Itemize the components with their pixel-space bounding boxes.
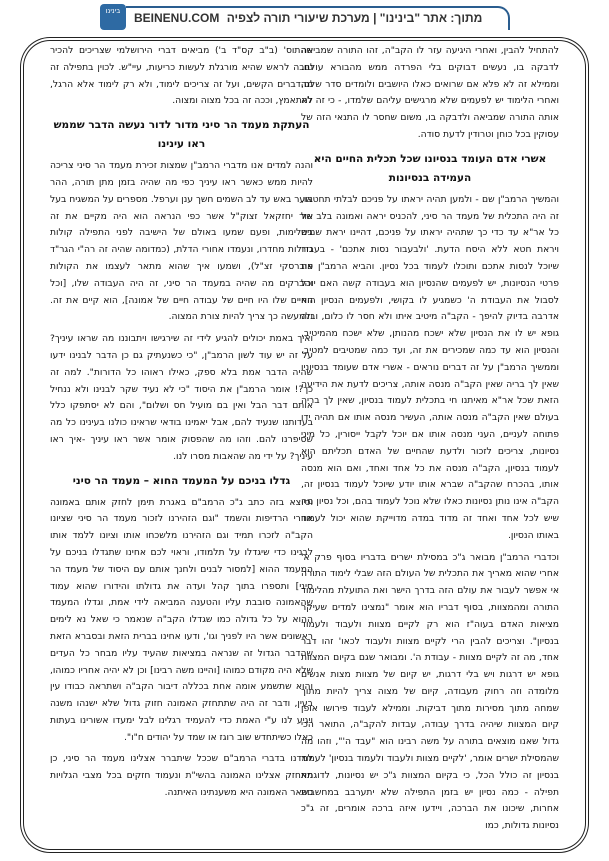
paragraph: והמשיך הרמב"ן שם - ולמען תהיה יראתו על פניכם לבלתי תחטאו, זה היה התכלית של מעמד הר סיני, להכניס יראה ואמונה בלב של כל אר"א עד כדי כך שתהיה יראתו על פניכם, דהיינו יראת שמים ויראת חטא ללא היסח הדעת. 'ולבעבור נסות אתכם' - בעבור שיוכל לנסות אתכם ותוכלו לעמוד בכל נסיון. והביא הרמב"ן את פרטי הנסיונות, יש לפעמים שהנסיון הוא בעבודה קשה האם יוכל לסבול את העבודת ה' כשמגיע לו בקושי, ולפעמים הנסיון הוא אדרבה בדיוק להיפך - הקב"ה מיטיב איתו ולא חסר לו כלום, ובזה גופא יש לו את הנסיון שלא ישכח מהנותן, שלא ישכח מהמיטיב, והנסיון הוא עד כמה שמכירים את זה, ועד כמה שמטיבים למטיב. וממשיך הרמב"ן על זה דברים נוראים - אשרי אדם שעומד בנסיוניו שאין לך בריה שאין הקב"ה מנסה אותה, צריכים לדעת את הידיעה הזאת שכל אר"א מאיתנו חי בתכלית לעמוד בנסיון, שאין לך בריה בעולם שאין הקב"ה מנסה אותה, העשיר מנסה אותו אם תהיה ידו פתוחה לעניים, העני מנסה אותו אם יוכל לקבל ייסורין, כל מיני נסיונות, צריכים לזכור ולדעת שהחיים של האדם תכליתם הוא לעמוד בנסיון, הקב"ה מנסה את כל אחד ואחד, ואם הוא מנסה אותו, בהכרח שהקב"ה שברא אותו יודע שיוכל לעמוד בנסיון זה, הקב"ה אינו נותן נסיונות כאלו שלא נוכל לעמוד בהם, וכל נסיון מה שיש לכל אחד ואחד זה מדוד במדה מדוייקת שהוא יכול לעמוד באותו הנסיון. bbox=[301, 193, 559, 541]
section-heading: גדלו בניכם על המעמד החוא – מעמד הר סיני bbox=[72, 474, 291, 487]
source-label: מתוך: אתר "בינינו" | מערכת שיעורי תורה לצפיה bbox=[226, 11, 483, 25]
header-caption bbox=[134, 11, 482, 25]
beinenu-logo-icon: בינינו bbox=[100, 4, 126, 30]
right-column bbox=[301, 43, 559, 833]
paragraph: להתחיל להבין, ואחרי היגיעה עזר לו הקב"ה, זהו התורה שמביאה לדבקה בו, נעשים דבוקים בלי הפרדה ממש מהבורא עולם. וממילא זה לא פלא אם שרואים כאלו היושבים ולומדים סדר שלם, ואחרי הלימוד יש לפעמים שלא מרגישים עליהם שלמדו, - כי זה לא אותה התורה שמביאה ולדבקה בו, משום שחסר לו התנאי הזה של עסוקין בכל כוחן וטרודין לדעת סודה. bbox=[301, 45, 559, 140]
section-heading: העתקת מעמד הר סיני מדור לדור נעשה הדבר שממש ראו עינינו bbox=[53, 119, 310, 151]
page-frame bbox=[20, 37, 589, 853]
paragraph: ואיך באמת יכולים להגיע לידי זה שירגישו ויתבוננו מה שראו עיניך? על זה יש עוד לשון הרמב"ן, "כי כשנעתיק גם כן הדבר לבנינו ידעו שהיה הדבר אמת בלא ספק, כאילו ראוהו כל הדורות". למה זה כך?! אומר הרמב"ן את היסוד "כי לא נעיד שקר לבנינו ולא ננחיל אותם דבר הבל ואין בם מועיל חס ושלום", והם לא יסתפקו כלל בעדותנו שנעיד להם, אבל יאמינו בודאי שראינו כולנו בעינינו כל מה שסיפרנו להם. וזהו מה שהפסוק אומר אשר ראו עיניך -איך ראו עיניך? על ידי מה שהאבות מסרו לנו. bbox=[50, 333, 313, 462]
paragraph: שהתוס' (ב"ב קס"ד ב') מביאים דברי הירושלמי שצריכים להכיר טובה לראש שהיא מורגלת לעשות כריעות, עיי"ש. לכוין בתפילה זה מהדברים הקשים, ועל זה צריכים לימוד, ולא רק לימוד אלא הרגל, להתאמץ, וככה זה בכל מצוה ומצוה. bbox=[50, 45, 313, 107]
paragraph: וכיוצא בזה כתב ג"כ הרמב"ם באגרת תימן לחזק אותם באמונה אחרי הרדיפות והשמד "וגם הזהירנו לזכור מעמד הר סיני שציונו הקב"ה לזכרו תמיד וגם הזהירנו מלשכחו אותו וציונו ללמד אותו לבנינו כדי שיגדלו על תלמודו, וראוי לכם אחינו שתגדלו בניכם על המעמד ההוא [למסור לבנים ולחנך אותם עם היסוד של מעמד הר סיני] ותספרו בתוך קהל ועדה את גדולתו והידורו שהוא עמוד שהאמונה סובבת עליו והטענה המביאה לידי אמת, וגדלו המעמד ההוא על כל גדולה כמו שגדלו הקב"ה שנאמר כי שאל נא לימים ראשונים אשר היו לפניך וגו', ודעו אחינו בברית הזאת ובסברא הזאת שהדבר הגדול זה שנראה במציאות שהעיד עליו מבחר כל העדים שלא היה מקודם כמוהו [והיינו משה רבינו] וכן לא יהיה אחריו כמוהו, והוא שתשמע אומה אחת בכללה דיבור הקב"ה ושתראה כבודו עין בעין, ודבר זה היה שתתחזק האמונה חזוק גדול שלא ישנהו משנה ויגיע לנו ע"י האמת כדי להעמיד רגלינו לבל ימעדו אשורינו בעתות כאלו כשיתחדש שוב רוגז או שמד על יהודים ח"ו". bbox=[50, 496, 313, 743]
paragraph: וכדברי הרמב"ן מבואר ג"כ במסילת ישרים בדבריו בסוף פרק א' אחרי שהוא מאריך את התכלית של העולם הזה שבלי לימוד התורה אי אפשר לעבור את עולם הזה בדרך הישר ואת התועלת מהלימוד התורה ומהמצוות, בסוף דבריו הוא אומר "נמצינו למדים שעיקר מציאות האדם בעוה"ז הוא רק לקיים מצוות ולעבוד ולעמוד בנסיון". וצריכים להבין הרי לקיים מצוות ולעבוד לכאו' זהו דבר אחד, מה זה לקיים מצוות - עבודת ה'. ומבואר שגם בקיום המצוות גופא יש דרגות ויש בלי דרגות, יש קיום של מצוות מצות אנשים מלומדה וזה רחוק מעבודה, קיום של מצוה צריך להיות מתוך שמחה מתוך מסירות מתוך דביקות. וממילא לעבוד פירושו אופן קיום המצוות שיהיה בדרך עבודה, עבדות להקב"ה, התואר הכי גדול שאנו מוצאים בתורה על משה רבינו הוא "עבד ה'", וזהו מה שהמסילת ישרים אומר, 'לקיים מצוות ולעבוד ולעמוד בנסיון' לעמוד בנסיון זה כולל הכל, כי בקיום המצוות ג"כ יש נסיונות, לדוגמא תפילה - כמה נסיון יש בזמן התפילה שלא יתערבב במחשבות אחרות, שיכונו את הברכה, ויידעו איזה ברכה אומרים, זה ג"כ נסיונות גדולות, כמו bbox=[301, 551, 559, 832]
paragraph: והנה למדים אנו מדברי הרמב"ן שמצות זכירת מעמד הר סיני צריכה להיות ממש כאשר ראו עיניך כפי מה שהיה בזמן מתן תורה, ההר בוער באש עד לב השמים חשך ענן וערפל. מספרים על המשגיח בעל אור יחזקאל זצוק"ל אשר כפי הנראה הוא היה מקיים את זה בשלימות, ופעם שמעו באולם של הישיבה לפני התפילה קולות גדולות מחדרו, ונעמדו אחורי הדלת, (כמדומה שהיה זה רה"י הגר"ד פוברסקי זצ"ל), ושמעו איך שהוא מתאר לעצמו את הקולות והברקים מה שהיה במעמד הר סיני, זה היה העבודה שלו, [וכל החיים שלו היו חיים של עבודה חיים של אמונה], הוא קיים את זה. ולמעשה כך צריך להיות צורת המצוה. bbox=[50, 160, 313, 323]
section-heading: אשרי אדם העומד בנסיונו שכל תכלית החיים היא העמידה בנסיונות bbox=[313, 152, 547, 184]
page-header bbox=[100, 4, 510, 30]
paragraph: למדנו בדברי הרמב"ם שככל שיתברר אצלינו מעמד הר סיני, כן תתחזק אצלינו האמונה בהשי"ת ונעמוד חזקים בכל מצבי הגלויות כשאר האמונה היא משענתינו האיתנה. bbox=[50, 753, 313, 799]
site-url-link[interactable]: BEINENU.COM bbox=[134, 11, 220, 25]
left-column bbox=[50, 43, 313, 833]
